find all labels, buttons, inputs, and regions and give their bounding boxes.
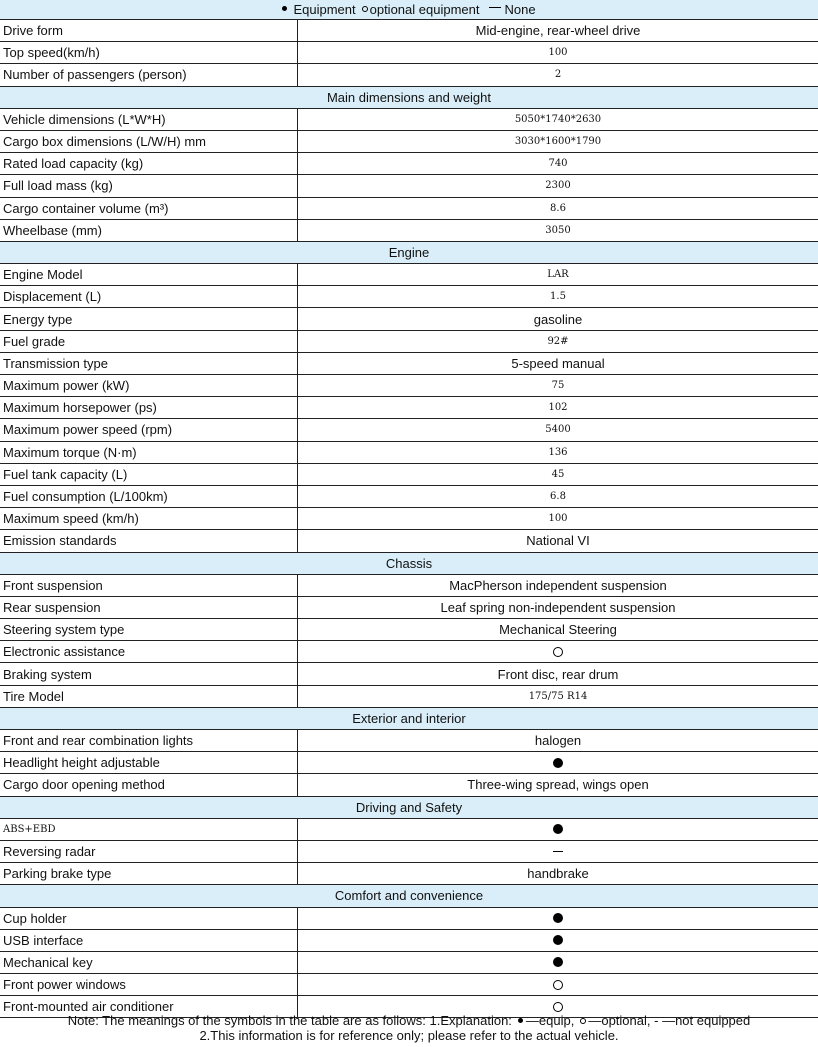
filled-dot-icon [553,913,563,923]
spec-name: Full load mass (kg) [0,175,298,196]
spec-name: Cup holder [0,908,298,929]
legend-equipment: Equipment [293,2,356,17]
footnote-optional: —optional, [588,1013,651,1028]
filled-dot-icon [553,824,563,834]
spec-value [298,974,818,995]
spec-name: Fuel tank capacity (L) [0,464,298,485]
section-header [0,797,818,819]
section-title: Engine [388,244,430,260]
open-circle-icon [553,980,563,990]
spec-row [0,486,818,508]
spec-value: 6.8 [550,491,566,503]
spec-value [298,752,818,773]
spec-value: 45 [551,468,565,480]
spec-row [0,64,818,86]
spec-value: 100 [548,47,568,59]
spec-row [0,908,818,930]
spec-row [0,109,818,131]
spec-name: Maximum torque (N·m) [0,442,298,463]
spec-name: ABS+EBD [0,819,298,840]
spec-row [0,42,818,64]
open-circle-icon [553,647,563,657]
spec-name: Parking brake type [0,863,298,884]
spec-value: 5050*1740*2630 [514,113,602,125]
spec-value: Leaf spring non-independent suspension [440,599,676,615]
spec-value: 5400 [545,424,571,436]
spec-name: Displacement (L) [0,286,298,307]
section-title: Main dimensions and weight [326,89,492,105]
spec-value: 2 [554,69,562,81]
section-title: Chassis [385,555,433,571]
spec-value: 2300 [545,180,571,192]
legend-optional: optional equipment [369,2,480,17]
spec-row [0,863,818,885]
section-title: Driving and Safety [355,799,463,815]
footnote-line-2: 2.This information is for reference only; please refer to the actual vehicle. [199,1028,619,1043]
spec-name: Cargo box dimensions (L/W/H) mm [0,131,298,152]
spec-row [0,131,818,153]
open-circle-icon [580,1018,586,1024]
spec-row [0,575,818,597]
spec-row [0,153,818,175]
spec-row [0,686,818,708]
footnote-not-equipped: - —not equipped [654,1013,751,1028]
spec-row [0,819,818,841]
filled-dot-icon [553,957,563,967]
spec-row [0,264,818,286]
section-header [0,553,818,575]
filled-dot-icon [282,6,287,11]
footnote-prefix: Note: The meanings of the symbols in the table are as follows: 1.Explanation: [67,1013,512,1028]
spec-row [0,464,818,486]
spec-name: Drive form [0,20,298,41]
filled-dot-icon [553,758,563,768]
spec-name: Front-mounted air conditioner [0,996,298,1017]
spec-name: Front and rear combination lights [0,730,298,751]
open-circle-icon [553,1002,563,1012]
spec-value: 5-speed manual [511,355,605,371]
spec-name: Electronic assistance [0,641,298,662]
spec-value: gasoline [533,311,583,327]
spec-row [0,397,818,419]
spec-row [0,641,818,663]
spec-name: Vehicle dimensions (L*W*H) [0,109,298,130]
spec-value: handbrake [527,866,589,882]
spec-row [0,175,818,197]
spec-name: Front power windows [0,974,298,995]
section-title: Comfort and convenience [334,888,484,904]
spec-value: Three-wing spread, wings open [467,777,649,793]
spec-value: 136 [548,446,568,458]
spec-value [298,952,818,973]
spec-name: Steering system type [0,619,298,640]
section-header [0,87,818,109]
spec-name: Mechanical key [0,952,298,973]
spec-row [0,331,818,353]
spec-name: Braking system [0,663,298,684]
spec-name: Wheelbase (mm) [0,220,298,241]
spec-value [298,841,818,862]
spec-row [0,752,818,774]
spec-value: halogen [534,733,582,749]
dash-icon [553,851,563,852]
spec-name: Maximum horsepower (ps) [0,397,298,418]
spec-value: MacPherson independent suspension [449,577,667,593]
spec-row [0,442,818,464]
spec-name: Headlight height adjustable [0,752,298,773]
spec-row [0,730,818,752]
spec-name: Rear suspension [0,597,298,618]
spec-value: 3050 [545,224,571,236]
legend-none: None [504,2,536,17]
spec-row [0,530,818,552]
spec-row [0,286,818,308]
spec-name: Maximum power speed (rpm) [0,419,298,440]
spec-row [0,375,818,397]
spec-name: Engine Model [0,264,298,285]
spec-row [0,419,818,441]
spec-row [0,663,818,685]
spec-name: Emission standards [0,530,298,551]
dash-icon [489,7,501,8]
spec-row [0,353,818,375]
spec-value: Front disc, rear drum [497,666,619,682]
spec-row [0,930,818,952]
legend-row [0,0,818,20]
spec-row [0,974,818,996]
spec-row [0,952,818,974]
spec-row [0,308,818,330]
spec-name: Transmission type [0,353,298,374]
spec-name: Rated load capacity (kg) [0,153,298,174]
spec-name: Cargo container volume (m³) [0,198,298,219]
spec-name: Cargo door opening method [0,774,298,795]
spec-value [298,930,818,951]
spec-name: Number of passengers (person) [0,64,298,85]
spec-value [298,908,818,929]
spec-value: Mechanical Steering [499,622,617,638]
spec-name: Energy type [0,308,298,329]
spec-value: 92# [547,335,569,347]
spec-value: 100 [548,513,568,525]
filled-dot-icon [518,1018,523,1023]
spec-row [0,841,818,863]
spec-row [0,774,818,796]
spec-name: USB interface [0,930,298,951]
spec-value: LAR [547,269,569,281]
spec-value: 1.5 [550,291,566,303]
spec-name: Maximum speed (km/h) [0,508,298,529]
footnote [0,1013,818,1043]
spec-row [0,20,818,42]
spec-name: Front suspension [0,575,298,596]
section-header [0,242,818,264]
spec-row [0,220,818,242]
spec-value [298,819,818,840]
section-header [0,708,818,730]
spec-row [0,597,818,619]
open-circle-icon [362,6,368,12]
spec-name: Fuel grade [0,331,298,352]
spec-value [298,641,818,662]
spec-name: Tire Model [0,686,298,707]
spec-row [0,619,818,641]
filled-dot-icon [553,935,563,945]
spec-row [0,198,818,220]
spec-value: 175/75 R14 [528,690,588,702]
spec-row [0,508,818,530]
spec-value: Mid-engine, rear-wheel drive [475,23,641,39]
footnote-line-1 [0,1013,818,1028]
spec-name: Reversing radar [0,841,298,862]
spec-name: Top speed(km/h) [0,42,298,63]
section-header [0,885,818,907]
spec-value: 75 [551,380,565,392]
footnote-equip: —equip, [525,1013,575,1028]
spec-value: 740 [548,158,568,170]
spec-name: Maximum power (kW) [0,375,298,396]
spec-value: 8.6 [550,202,566,214]
spec-value: 3030*1600*1790 [514,136,602,148]
spec-value: 102 [548,402,568,414]
spec-value: National VI [526,533,590,549]
spec-name: Fuel consumption (L/100km) [0,486,298,507]
section-title: Exterior and interior [352,710,466,726]
